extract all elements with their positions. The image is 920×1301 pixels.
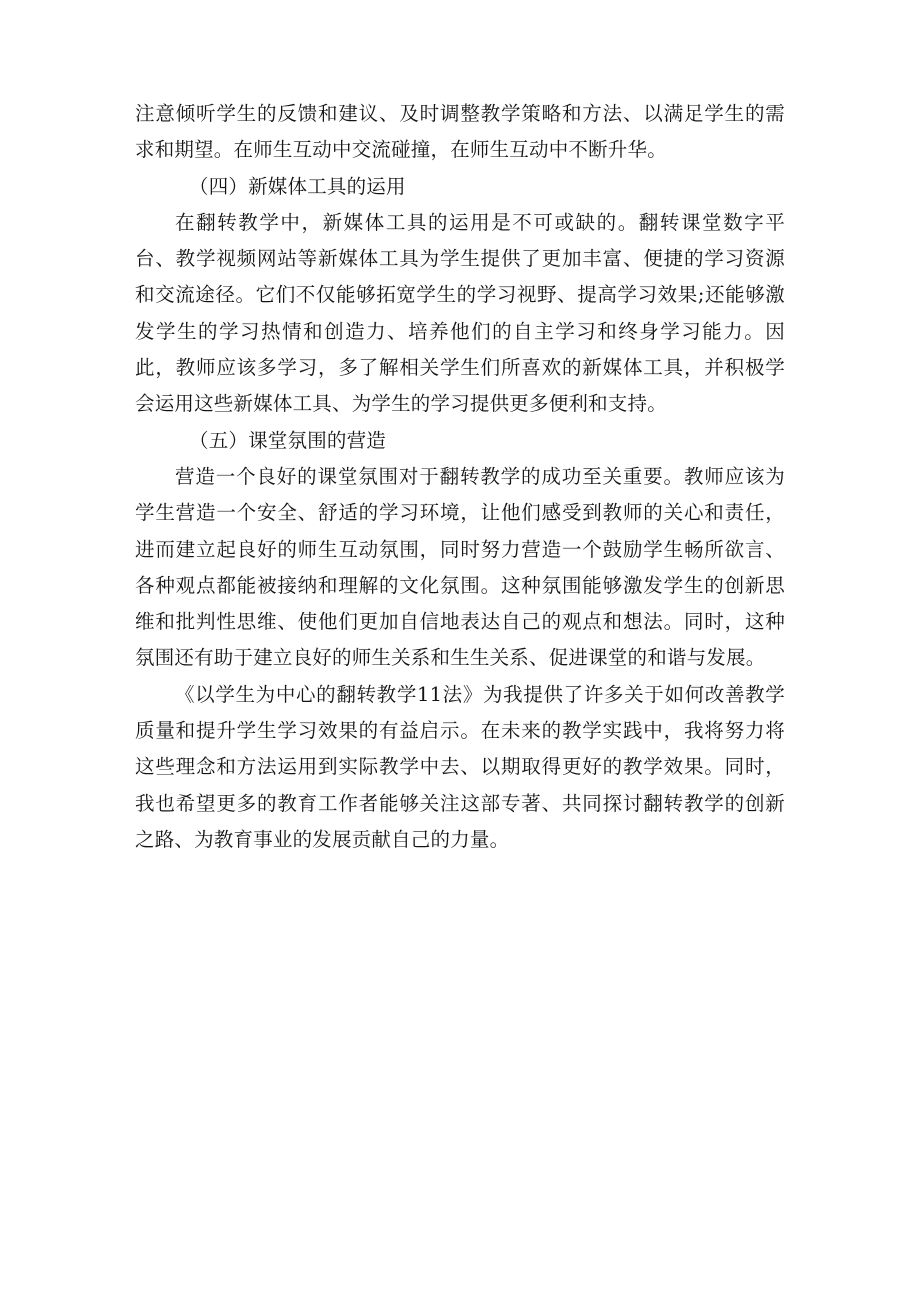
paragraph-continued: 注意倾听学生的反馈和建议、及时调整教学策略和方法、以满足学生的需求和期望。在师生互动中交流碰撞，在师生互动中不断升华。 bbox=[135, 102, 785, 162]
section-heading-4: （四）新媒体工具的运用 bbox=[189, 174, 406, 198]
paragraph-new-media: 在翻转教学中，新媒体工具的运用是不可或缺的。翻转课堂数字平台、教学视频网站等新媒体工具为学生提供了更加丰富、便捷的学习资源和交流途径。它们不仅能够拓宽学生的学习视野、提高学习效果;还能够激发学生的学习热情和创造力、培养他们的自主学习和终身学习能力。因此，教师应该多学习，多了解相关学生们所喜欢的新媒体工具，并积极学会运用这些新媒体工具、为学生的学习提供更多便利和支持。 bbox=[135, 210, 785, 416]
paragraph-classroom-atmosphere: 营造一个良好的课堂氛围对于翻转教学的成功至关重要。教师应该为学生营造一个安全、舒适的学习环境，让他们感受到教师的关心和责任，进而建立起良好的师生互动氛围，同时努力营造一个鼓励学生畅所欲言、各种观点都能被接纳和理解的文化氛围。这种氛围能够激发学生的创新思维和批判性思维、使他们更加自信地表达自己的观点和想法。同时，这种氛围还有助于建立良好的师生关系和生生关系、促进课堂的和谐与发展。 bbox=[135, 464, 785, 670]
document-body bbox=[135, 96, 785, 858]
paragraph-conclusion: 《以学生为中心的翻转教学11法》为我提供了许多关于如何改善教学质量和提升学生学习效果的有益启示。在未来的教学实践中，我将努力将这些理念和方法运用到实际教学中去、以期取得更好的教学效果。同时，我也希望更多的教育工作者能够关注这部专著、共同探讨翻转教学的创新之路、为教育事业的发展贡献自己的力量。 bbox=[135, 682, 785, 851]
section-heading-5: （五）课堂氛围的营造 bbox=[189, 428, 387, 452]
